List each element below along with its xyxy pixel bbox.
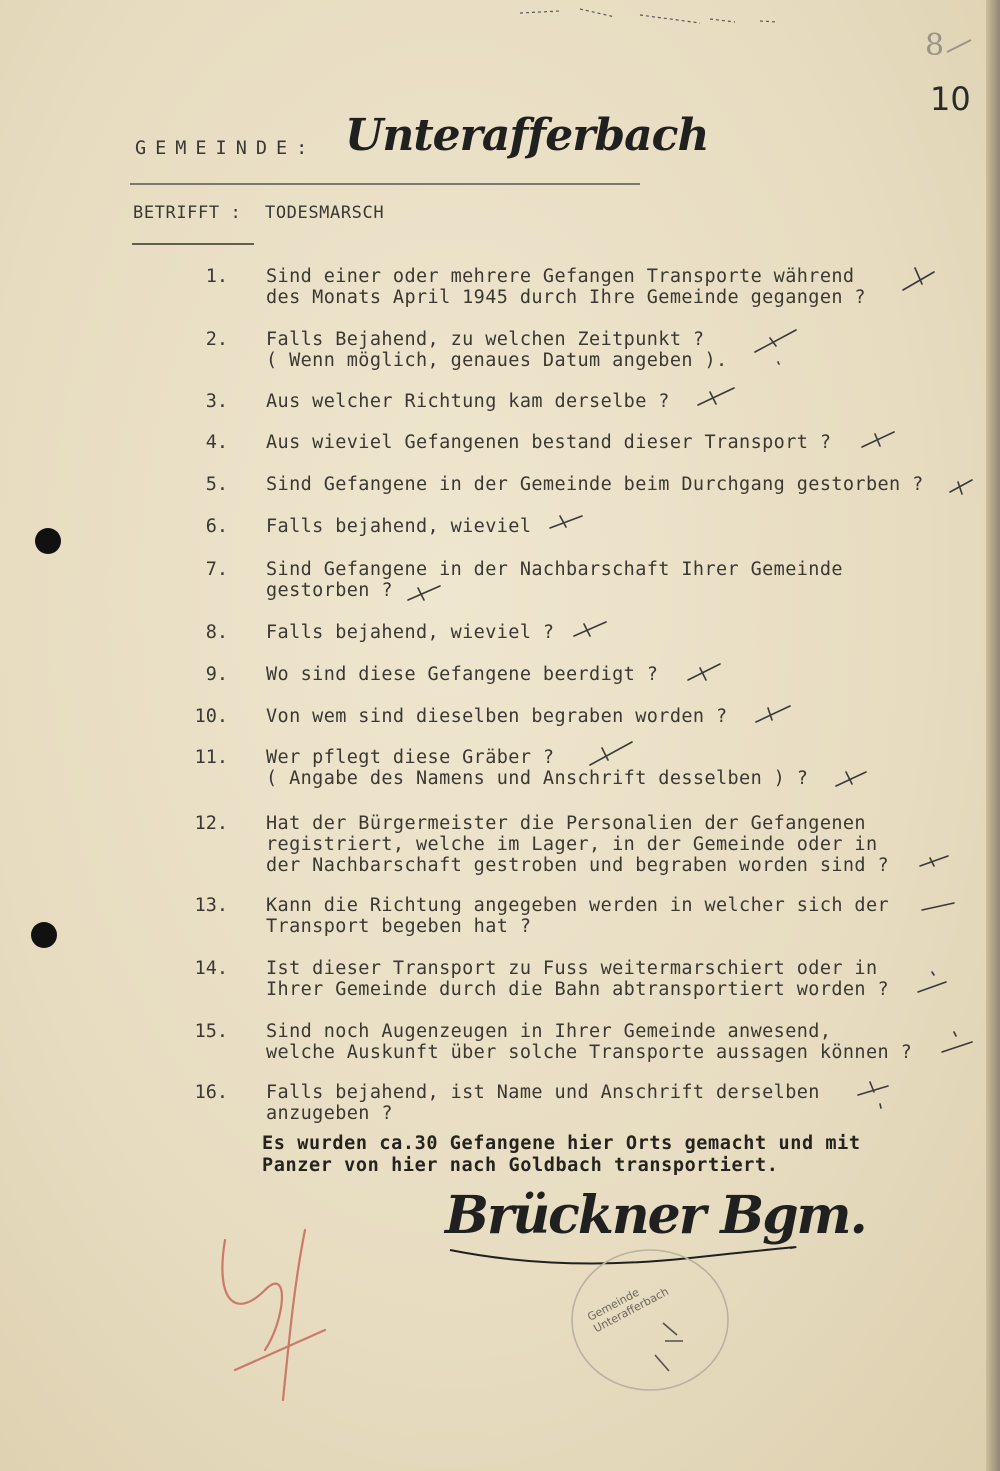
question-text: Sind Gefangene in der Gemeinde beim Durchgang gestorben ? bbox=[266, 474, 924, 495]
gemeinde-name-handwritten: Unterafferbach bbox=[345, 110, 709, 161]
punch-hole bbox=[31, 922, 57, 948]
stamp-text: Gemeinde Unterafferbach bbox=[585, 1284, 671, 1336]
question-text: Wo sind diese Gefangene beerdigt ? bbox=[266, 664, 659, 685]
question-text: Aus wieviel Gefangenen bestand dieser Transport ? bbox=[266, 432, 832, 453]
question-text: Falls bejahend, ist Name und Anschrift derselben anzugeben ? bbox=[266, 1082, 820, 1124]
question-number: 16. bbox=[194, 1082, 228, 1103]
question-number: 11. bbox=[194, 747, 228, 768]
gemeinde-label: GEMEINDE: bbox=[135, 138, 317, 159]
punch-hole bbox=[35, 528, 61, 554]
question-number: 8. bbox=[205, 622, 228, 643]
question-number: 6. bbox=[205, 516, 228, 537]
betrifft-value: TODESMARSCH bbox=[265, 203, 385, 223]
red-crayon-mark bbox=[195, 1220, 355, 1424]
question-number: 7. bbox=[205, 559, 228, 580]
question-number: 10. bbox=[194, 706, 228, 727]
page-number: 10 bbox=[930, 80, 971, 118]
question-number: 5. bbox=[205, 474, 228, 495]
question-text: Falls Bejahend, zu welchen Zeitpunkt ? ( Wenn möglich, genaues Datum angeben ). bbox=[266, 329, 728, 371]
question-text: Sind einer oder mehrere Gefangen Transporte während des Monats April 1945 durch Ihre Gemeinde gegangen ? bbox=[266, 266, 866, 308]
question-text: Von wem sind dieselben begraben worden ? bbox=[266, 706, 728, 727]
question-text: Falls bejahend, wieviel bbox=[266, 516, 532, 537]
question-number: 3. bbox=[205, 391, 228, 412]
signature: Brückner Bgm. bbox=[445, 1185, 866, 1246]
question-text: Aus welcher Richtung kam derselbe ? bbox=[266, 391, 670, 412]
question-text: Sind Gefangene in der Nachbarschaft Ihrer Gemeinde gestorben ? bbox=[266, 559, 843, 601]
question-text: Sind noch Augenzeugen in Ihrer Gemeinde anwesend, welche Auskunft über solche Transporte aussagen können ? bbox=[266, 1021, 913, 1063]
answer-text: Es wurden ca.30 Gefangene hier Orts gemacht und mit Panzer von hier nach Goldbach transportiert. bbox=[262, 1133, 861, 1176]
question-text: Ist dieser Transport zu Fuss weitermarschiert oder in Ihrer Gemeinde durch die Bahn abtransportiert worden ? bbox=[266, 958, 890, 1000]
question-text: Wer pflegt diese Gräber ? ( Angabe des Namens und Anschrift desselben ) ? bbox=[266, 747, 809, 789]
question-text: Kann die Richtung angegeben werden in welcher sich der Transport begeben hat ? bbox=[266, 895, 890, 937]
question-text: Hat der Bürgermeister die Personalien der Gefangenen registriert, welche im Lager, in der Gemeinde oder in der Nachbarschaft gestroben und begraben worden sind ? bbox=[266, 813, 890, 876]
question-number: 12. bbox=[194, 813, 228, 834]
corner-pencil-mark: 8 bbox=[925, 28, 945, 63]
question-number: 4. bbox=[205, 432, 228, 453]
question-number: 1. bbox=[205, 266, 228, 287]
question-number: 9. bbox=[205, 664, 228, 685]
question-number: 13. bbox=[194, 895, 228, 916]
question-number: 2. bbox=[205, 329, 228, 350]
question-number: 15. bbox=[194, 1021, 228, 1042]
question-number: 14. bbox=[194, 958, 228, 979]
question-text: Falls bejahend, wieviel ? bbox=[266, 622, 555, 643]
betrifft-label: BETRIFFT : bbox=[133, 203, 242, 223]
